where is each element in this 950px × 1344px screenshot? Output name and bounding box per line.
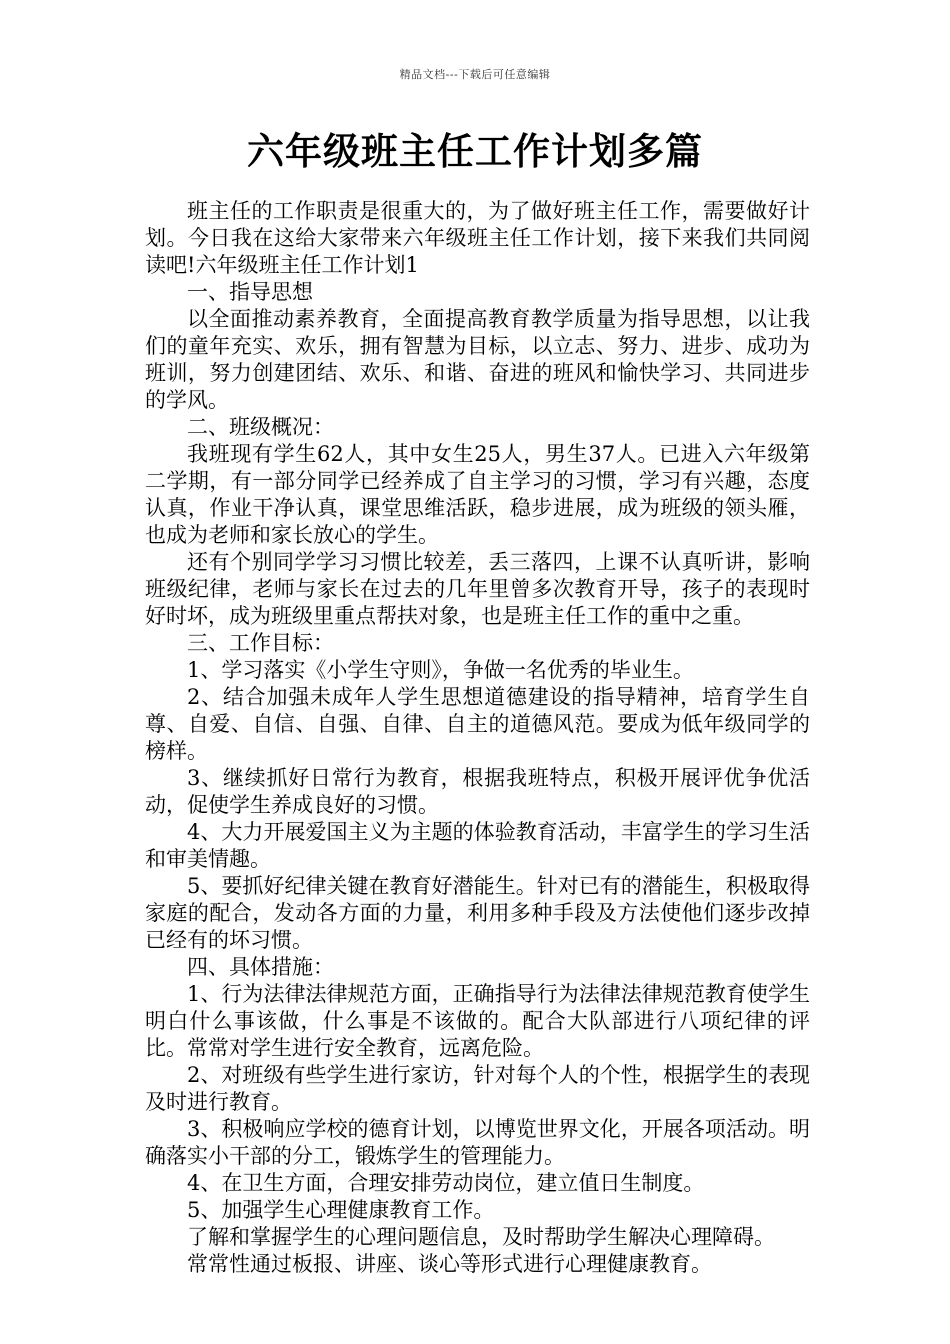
section-heading-class-overview: 二、班级概况： (187, 415, 334, 439)
goal-item: 2、结合加强未成年人学生思想道德建设的指导精神，培育学生自尊、自爱、自信、自强、自律、自主的道德风范。要成为低年级同学的榜样。 (145, 685, 810, 763)
goal-item: 5、要抓好纪律关键在教育好潜能生。针对已有的潜能生，积极取得家庭的配合，发动各方面的力量，利用多种手段及方法使他们逐步改掉已经有的坏习惯。 (145, 874, 810, 952)
header-note: 精品文档---下载后可任意编辑 (399, 68, 551, 81)
measure-detail: 常常性通过板报、讲座、谈心等形式进行心理健康教育。 (187, 1252, 712, 1276)
measure-item: 2、对班级有些学生进行家访，针对每个人的个性，根据学生的表现及时进行教育。 (145, 1063, 810, 1114)
section-heading-work-goals: 三、工作目标： (187, 631, 334, 655)
intro-paragraph: 班主任的工作职责是很重大的，为了做好班主任工作，需要做好计划。今日我在这给大家带来六年级班主任工作计划，接下来我们共同阅读吧!六年级班主任工作计划1 (145, 199, 810, 277)
measure-detail: 了解和掌握学生的心理问题信息，及时帮助学生解决心理障碍。 (187, 1225, 775, 1249)
document-title: 六年级班主任工作计划多篇 (247, 129, 703, 173)
section-heading-measures: 四、具体措施： (187, 955, 334, 979)
goal-item: 3、继续抓好日常行为教育，根据我班特点，积极开展评优争优活动，促使学生养成良好的习惯。 (145, 766, 810, 817)
class-overview-paragraph-2: 还有个别同学学习习惯比较差，丢三落四，上课不认真听讲，影响班级纪律，老师与家长在过去的几年里曾多次教育开导，孩子的表现时好时坏，成为班级里重点帮扶对象，也是班主任工作的重中之重。 (145, 550, 810, 628)
section-heading-guiding-thought: 一、指导思想 (187, 280, 313, 304)
goal-item: 1、学习落实《小学生守则》，争做一名优秀的毕业生。 (187, 658, 694, 682)
measure-item: 5、加强学生心理健康教育工作。 (187, 1198, 495, 1222)
measure-item: 1、行为法律法律规范方面，正确指导行为法律法律规范教育使学生明白什么事该做，什么事是不该做的。配合大队部进行八项纪律的评比。常常对学生进行安全教育，远离危险。 (145, 982, 810, 1060)
goal-item: 4、大力开展爱国主义为主题的体验教育活动，丰富学生的学习生活和审美情趣。 (145, 820, 810, 871)
guiding-thought-paragraph: 以全面推动素养教育，全面提高教育教学质量为指导思想，以让我们的童年充实、欢乐，拥有智慧为目标，以立志、努力、进步、成功为班训，努力创建团结、欢乐、和谐、奋进的班风和愉快学习、共同进步的学风。 (145, 307, 810, 412)
measure-item: 4、在卫生方面，合理安排劳动岗位，建立值日生制度。 (187, 1171, 705, 1195)
document-body (145, 198, 810, 1278)
measure-item: 3、积极响应学校的德育计划，以博览世界文化，开展各项活动。明确落实小干部的分工，锻炼学生的管理能力。 (145, 1117, 810, 1168)
class-overview-paragraph: 我班现有学生62人，其中女生25人，男生37人。已进入六年级第二学期，有一部分同学已经养成了自主学习的习惯，学习有兴趣，态度认真，作业干净认真，课堂思维活跃，稳步进展，成为班级的领头雁，也成为老师和家长放心的学生。 (145, 442, 810, 547)
